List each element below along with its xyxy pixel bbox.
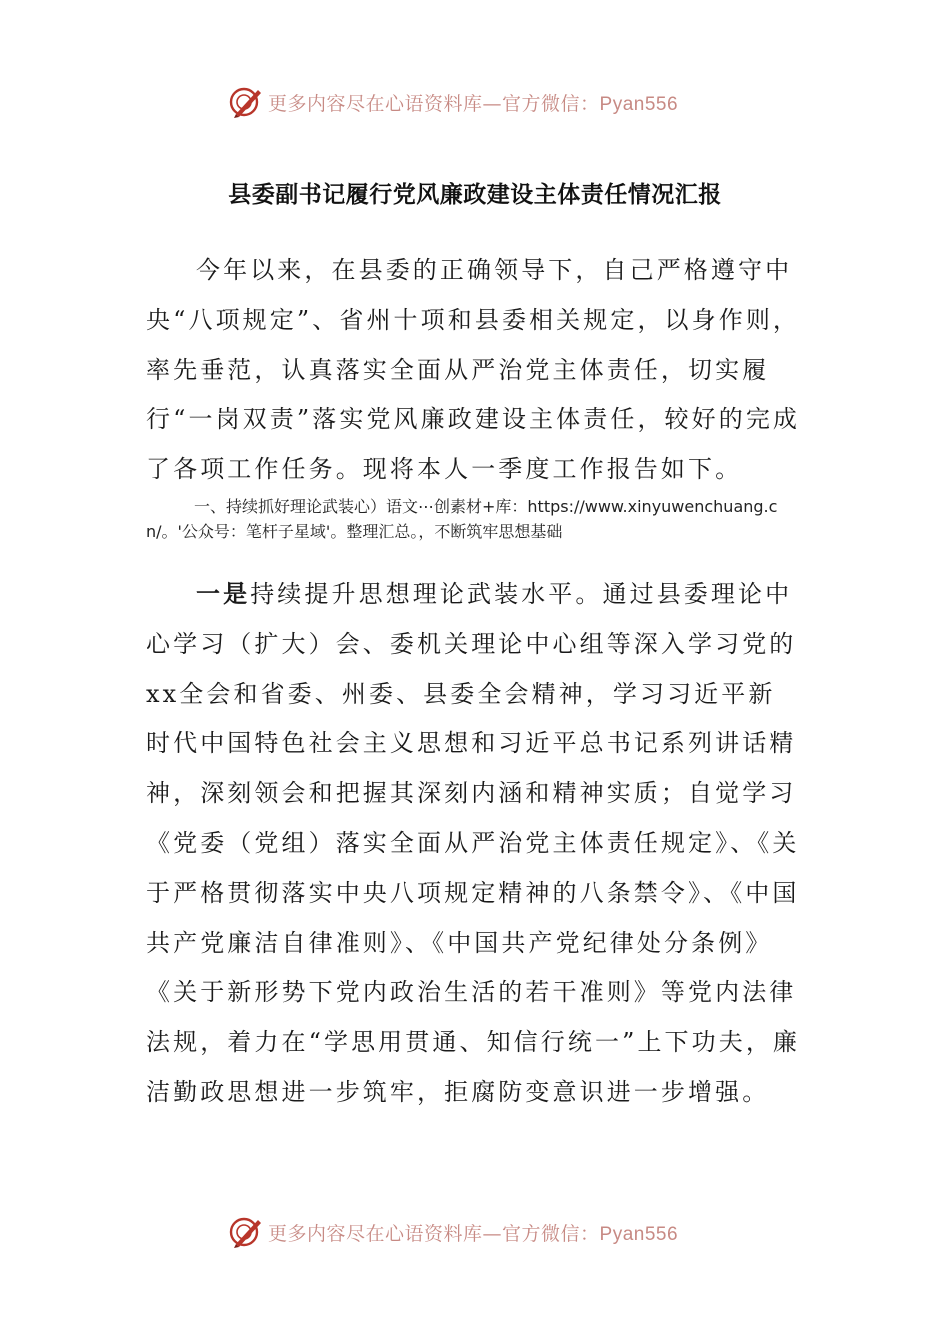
pen-logo-icon: [228, 84, 264, 120]
intro-paragraph: 今年以来，在县委的正确领导下，自己严格遵守中央“八项规定”、省州十项和县委相关规定，以身作则，率先垂范，认真落实全面从严治党主体责任，切实履行“一岗双责”落实党风廉政建设主体责任，较好的完成了各项工作任务。现将本人一季度工作报告如下。: [146, 256, 801, 484]
document-title: 县委副书记履行党风廉政建设主体责任情况汇报: [228, 182, 722, 208]
section-heading: 一、持续抓好理论武装心）语文⋯创素材+库：https://www.xinyuwenchuang.cn/。'公众号：笔杆子星域'。整理汇总。，不断筑牢思想基础: [146, 497, 778, 541]
watermark-text: 更多内容尽在心语资料库—官方微信：Pyan556: [268, 1222, 679, 1245]
point-body: 持续提升思想理论武装水平。通过县委理论中心学习（扩大）会、委机关理论中心组等深入学习党的xx全会和省委、州委、县委全会精神，学习习近平新时代中国特色社会主义思想和习近平总书记系列讲话精神，深刻领会和把握其深刻内涵和精神实质；自觉学习《党委（党组）落实全面从严治党主体责任规定》、《关于严格贯彻落实中央八项规定精神的八条禁令》、《中国共产党廉洁自律准则》、《中国共产党纪律处分条例》《关于新形势下党内政治生活的若干准则》等党内法律法规，着力在“学思用贯通、知信行统一”上下功夫，廉洁勤政思想进一步筑牢，拒腐防变意识进一步增强。: [146, 580, 801, 1106]
pen-logo-icon: [228, 1214, 264, 1250]
footer-watermark: [0, 1212, 950, 1252]
watermark-text: 更多内容尽在心语资料库—官方微信：Pyan556: [268, 92, 679, 115]
point-paragraph: [146, 570, 802, 1118]
point-lead: 一是: [196, 580, 251, 608]
header-watermark: [0, 82, 950, 122]
